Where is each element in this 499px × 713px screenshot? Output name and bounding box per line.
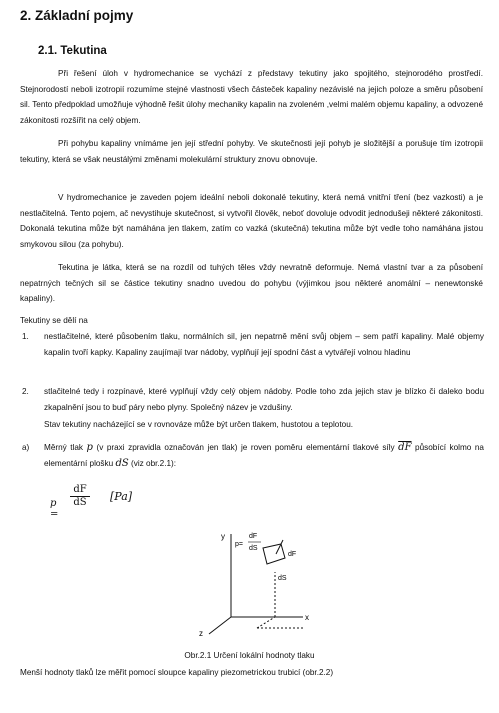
list-item-text: stlačitelné tedy i rozpínavé, které vyplňují vždy celý objem nádoby. Podle toho zda jejich stav je blízko či daleko bodu zkapalnění jsou to buď páry nebo plyny. Společný název je vzdušiny. bbox=[44, 387, 484, 412]
definition-label: a) bbox=[22, 443, 30, 452]
pressure-figure bbox=[185, 522, 325, 647]
paragraph-1: Při řešení úloh v hydromechanice se vychází z představy tekutiny jako spojitého, stejnorodého prostředí. Stejnorodostí neboli izotropií rozumíme stejné vlastnosti všech částeček kapaliny nezávislé na jejich poloze a směru působení sil. Tento předpoklad umožňuje výhodně řešit úlohy mechaniky kapalin na zvoleném ,velmi malém objemu kapaliny, a odvozené zákonitosti rozšířit na celý objem. bbox=[20, 69, 483, 125]
paragraph-2: Při pohybu kapaliny vnímáme jen její střední pohyby. Ve skutečnosti její pohyb je složitější a porušuje tím izotropii tekutiny, která se však neustálými změnami molekulární struktury znovu obnovuje. bbox=[20, 139, 483, 164]
chapter-heading: 2. Základní pojmy bbox=[20, 8, 134, 23]
formula-numerator: dF bbox=[70, 484, 90, 497]
list-intro: Tekutiny se dělí na bbox=[20, 316, 88, 325]
list-item-number: 1. bbox=[22, 332, 29, 341]
z-axis-label: z bbox=[199, 629, 203, 638]
surface-element bbox=[263, 544, 285, 564]
figure-caption: Obr.2.1 Určení lokální hodnoty tlaku bbox=[184, 651, 315, 660]
paragraph-4: Tekutina je látka, která se na rozdíl od tuhých těles vždy nevratně deformuje. Nemá vlastní tvar a za působení nepatrných tečných sil se částice tekutiny snadno uvedou do pohybu (výjimkou jsou některé anomální – nenewtonské kapaliny). bbox=[20, 263, 483, 303]
figure-dS-label: dS bbox=[278, 575, 287, 582]
x-axis-label: x bbox=[305, 613, 309, 622]
figure-p-label: p= bbox=[235, 541, 243, 548]
y-axis-label: y bbox=[221, 532, 225, 541]
formula-lhs: p = bbox=[50, 498, 59, 520]
list-item-text: nestlačitelné, které působením tlaku, normálních sil, jen nepatrně mění svůj objem – sem patří kapaliny. Malé objemy kapalin tvoří kapky. Kapaliny zaujímají tvar nádoby, vyplňují její spodní část a vytvářejí volnou hladinu bbox=[44, 332, 484, 357]
figure-frac-num: dF bbox=[249, 533, 258, 540]
symbol-p: p bbox=[86, 442, 93, 453]
closing-sentence: Menší hodnoty tlaků lze měřit pomocí sloupce kapaliny piezometrickou trubicí (obr.2.2) bbox=[20, 668, 334, 677]
formula-denominator: dS bbox=[73, 497, 87, 508]
section-heading: 2.1. Tekutina bbox=[38, 45, 107, 57]
figure-dF-label: dF bbox=[288, 551, 297, 558]
state-sentence: Stav tekutiny nacházející se v rovnováze může být určen tlakem, hustotou a teplotou. bbox=[44, 420, 354, 429]
symbol-dF: $\overline{dF}$ bbox=[398, 442, 412, 453]
formula-unit: [Pa] bbox=[110, 490, 133, 503]
paragraph-3: V hydromechanice je zaveden pojem ideální neboli dokonalé tekutiny, která nemá vnitřní tření (bez vazkosti) a je nestlačitelná. Tento pojem, ač nevystihuje skutečnost, si vytvořil člověk, neboť dovoluje odvodit jednodušeji některé zákonitosti. Dokonalá tekutina může být namáhána jen tlakem, zatím co vazká (skutečná) tekutina může být vedle toho namáhána jistou smykovou silou (za pohybu). bbox=[20, 193, 483, 249]
z-axis bbox=[209, 617, 231, 634]
formula-fraction bbox=[70, 484, 90, 508]
list-item-number: 2. bbox=[22, 387, 29, 396]
figure-frac-den: dS bbox=[249, 545, 258, 552]
document-page: 2. Základní pojmy 2.1. Tekutina Při řešení úloh v hydromechanice se vychází z představy tekutiny jako spojitého, stejnorodého prostředí. Stejnorodostí neboli izotropií rozumíme stejné vlastnosti všech částeček kapaliny nezávislé na jejich poloze a směru působení sil. Tento předpoklad umožňuje výhodně řešit úlohy mechaniky kapalin na zvoleném ,velmi malém objemu kapaliny, a odvozené zákonitosti rozšířit na celý objem. Při pohybu kapaliny vnímáme jen její střední pohyby. Ve skutečnosti její pohyb je složitější a porušuje tím izotropii tekutiny, která se však neustálými změnami molekulární struktury znovu obnovuje. V hydromechanice je zaveden pojem ideální neboli dokonalé tekutiny, která nemá vnitřní tření (bez vazkosti) a je nestlačitelná. Tento pojem, ač nevystihuje skutečnost, si vytvořil člověk, neboť dovoluje odvodit jednodušeji některé zákonitosti. Dokonalá tekutina může být namáhána jen tlakem, zatím co vazká (skutečná) tekutina může být vedle toho namáhána jistou smykovou silou (za pohybu). Tekutina je látka, která se na rozdíl od tuhých těles vždy nevratně deformuje. Nemá vlastní tvar a za působení nepatrných tečných sil se částice tekutiny snadno uvedou do pohybu (výjimkou jsou některé anomální – nenewtonské kapaliny). Tekutiny se dělí na 1. nestlačitelné, které působením tlaku, normálních sil, jen nepatrně mění svůj objem – sem patří kapaliny. Malé objemy kapalin tvoří kapky. Kapaliny zaujímají tvar nádoby, vyplňují její spodní část a vytvářejí volnou hladinu 2. stlačitelné tedy i rozpínavé, které vyplňují vždy celý objem nádoby. Podle toho zda jejich stav je blízko či daleko bodu zkapalnění jsou to buď páry nebo plyny. Společný název je vzdušiny. Stav tekutiny nacházející se v rovnováze může být určen tlakem, hustotou a teplotou. a) Měrný tlak p (v praxi zpravidla označován jen tlak) je roven poměru elementární tlakové síly $\overline{dF}$ působící kolmo na elementární plošku dS (viz obr.2.1): p = $\frac{dF}{dS}$ [Pa] y x z p= dF dS dF dS Obr.2.1 Určení lokální hodnoty tlaku Menší hodnoty tlaků lze měřit pomocí sloupce kapaliny piezometrickou trubicí (obr.2.2) bbox=[0, 0, 499, 713]
symbol-dS: dS bbox=[115, 457, 129, 469]
projection-line bbox=[257, 617, 275, 628]
